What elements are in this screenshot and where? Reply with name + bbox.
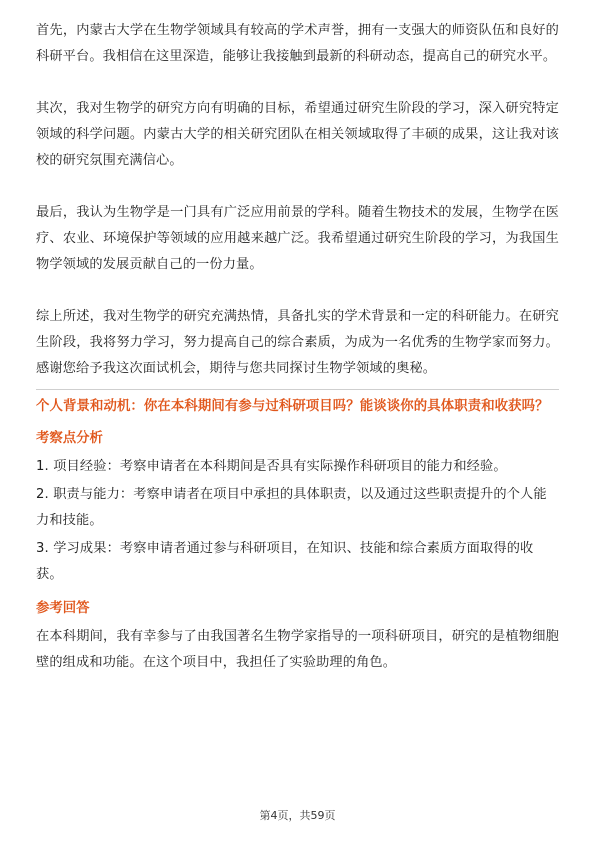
analysis-heading: 考察点分析 <box>36 431 103 446</box>
body-paragraph-3: 最后，我认为生物学是一门具有广泛应用前景的学科。随着生物技术的发展，生物学在医疗、农业、环境保护等领域的应用越来越广泛。我希望通过研究生阶段的学习，为我国生物学领域的发展贡献自己的一份力量。 <box>36 205 559 272</box>
body-paragraph-2: 其次，我对生物学的研究方向有明确的目标，希望通过研究生阶段的学习，深入研究特定领域的科学问题。内蒙古大学的相关研究团队在相关领域取得了丰硕的成果，这让我对该校的研究氛围充满信心。 <box>36 101 559 168</box>
paragraph-spacer <box>36 174 559 200</box>
interview-question: 个人背景和动机：你在本科期间有参与过科研项目吗？能谈谈你的具体职责和收获吗？ <box>36 399 549 414</box>
paragraph-spacer <box>36 70 559 96</box>
analysis-item-3: 3. 学习成果：考察申请者通过参与科研项目，在知识、技能和综合素质方面取得的收获。 <box>36 541 534 582</box>
page-content <box>36 18 559 676</box>
analysis-item-1: 1. 项目经验：考察申请者在本科期间是否具有实际操作科研项目的能力和经验。 <box>36 459 507 474</box>
body-paragraph-4: 综上所述，我对生物学的研究充满热情，具备扎实的学术背景和一定的科研能力。在研究生阶段，我将努力学习，努力提高自己的综合素质，为成为一名优秀的生物学家而努力。感谢您给予我这次面试机会，期待与您共同探讨生物学领域的奥秘。 <box>36 309 559 376</box>
body-paragraph-1: 首先，内蒙古大学在生物学领域具有较高的学术声誉，拥有一支强大的师资队伍和良好的科研平台。我相信在这里深造，能够让我接触到最新的科研动态，提高自己的研究水平。 <box>36 23 559 64</box>
page-number: 第4页，共59页 <box>259 809 336 822</box>
answer-heading: 参考回答 <box>36 601 90 616</box>
section-divider <box>36 389 559 390</box>
paragraph-spacer <box>36 278 559 304</box>
analysis-item-2: 2. 职责与能力：考察申请者在项目中承担的具体职责，以及通过这些职责提升的个人能力和技能。 <box>36 487 547 528</box>
answer-text: 在本科期间，我有幸参与了由我国著名生物学家指导的一项科研项目，研究的是植物细胞壁的组成和功能。在这个项目中，我担任了实验助理的角色。 <box>36 629 559 670</box>
